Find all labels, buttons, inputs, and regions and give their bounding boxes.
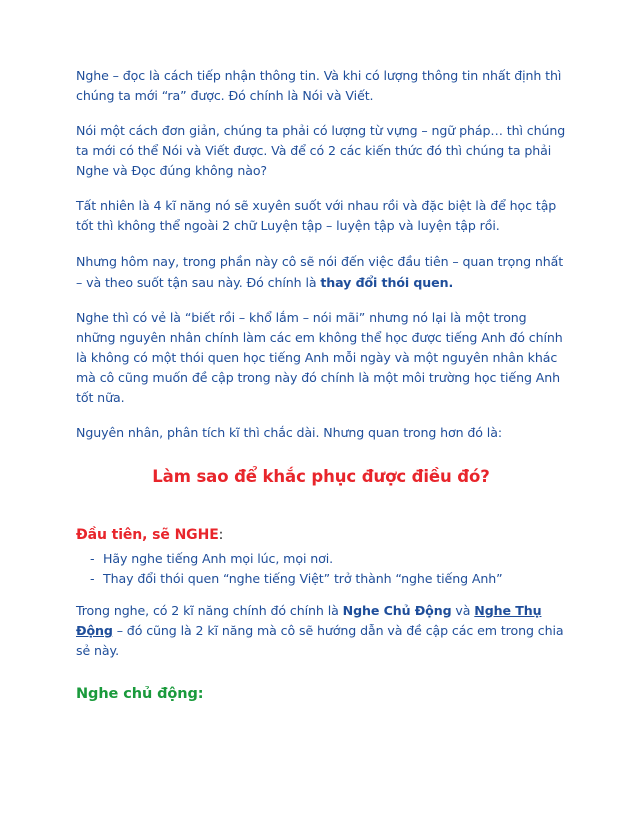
bullet-dash: - bbox=[90, 571, 95, 586]
paragraph-2: Nói một cách đơn giản, chúng ta phải có lượng từ vựng – ngữ pháp… thì chúng ta mới có thể Nói và Viết được. Và để có 2 các kiến thức đó thì chúng ta phải Nghe và Đọc đúng không nào? bbox=[76, 123, 566, 178]
listen-tips-list bbox=[76, 549, 566, 589]
paragraph-6: Nguyên nhân, phân tích kĩ thì chắc dài. Nhưng quan trong hơn đó là: bbox=[76, 425, 502, 440]
paragraph-3: Tất nhiên là 4 kĩ năng nó sẽ xuyên suốt với nhau rồi và đặc biệt là để học tập tốt thì không thể ngoài 2 chữ Luyện tập – luyện tập và luyện tập rồi. bbox=[76, 198, 557, 233]
paragraph-5: Nghe thì có vẻ là “biết rồi – khổ lắm – nói mãi” nhưng nó lại là một trong những nguyên nhân chính làm các em không thể học được tiếng Anh đó chính là không có một thói quen học tiếng Anh mỗi ngày và một nguyên nhân khác mà cô cũng muốn đề cập trong này đó chính là một môi trường học tiếng Anh tốt nữa. bbox=[76, 310, 563, 405]
paragraph-7-text-3: – đó cũng là 2 kĩ năng mà cô sẽ hướng dẫn và đề cập các em trong chia sẻ này. bbox=[76, 623, 564, 658]
paragraph-4-text: Nhưng hôm nay, trong phần này cô sẽ nói đến việc đầu tiên – quan trọng nhất – và theo suốt tận sau này. Đó chính là bbox=[76, 254, 564, 290]
active-listening-heading: Nghe chủ động: bbox=[76, 686, 204, 702]
list-item bbox=[76, 569, 566, 589]
paragraph-7-text-2: và bbox=[451, 603, 475, 618]
document-page bbox=[76, 66, 566, 705]
paragraph-4 bbox=[76, 251, 566, 293]
bullet-dash: - bbox=[90, 551, 95, 566]
main-heading: Làm sao để khắc phục được điều đó? bbox=[152, 467, 490, 486]
passive-listening-term: Nghe Thụ Động bbox=[76, 603, 542, 638]
section-heading-listen-text: Đầu tiên, sẽ NGHE bbox=[76, 527, 219, 543]
section-heading-colon: : bbox=[218, 527, 224, 543]
list-item-text: Hãy nghe tiếng Anh mọi lúc, mọi nơi. bbox=[103, 551, 334, 566]
paragraph-1: Nghe – đọc là cách tiếp nhận thông tin. Và khi có lượng thông tin nhất định thì chúng ta mới “ra” được. Đó chính là Nói và Viết. bbox=[76, 68, 562, 103]
habit-change-emphasis: thay đổi thói quen. bbox=[320, 275, 454, 290]
paragraph-7 bbox=[76, 601, 566, 661]
paragraph-7-text-1: Trong nghe, có 2 kĩ năng chính đó chính là bbox=[76, 603, 343, 618]
list-item bbox=[76, 549, 566, 569]
list-item-text: Thay đổi thói quen “nghe tiếng Việt” trở thành “nghe tiếng Anh” bbox=[103, 571, 503, 586]
section-heading-listen bbox=[76, 524, 566, 546]
active-listening-term: Nghe Chủ Động bbox=[342, 603, 452, 618]
